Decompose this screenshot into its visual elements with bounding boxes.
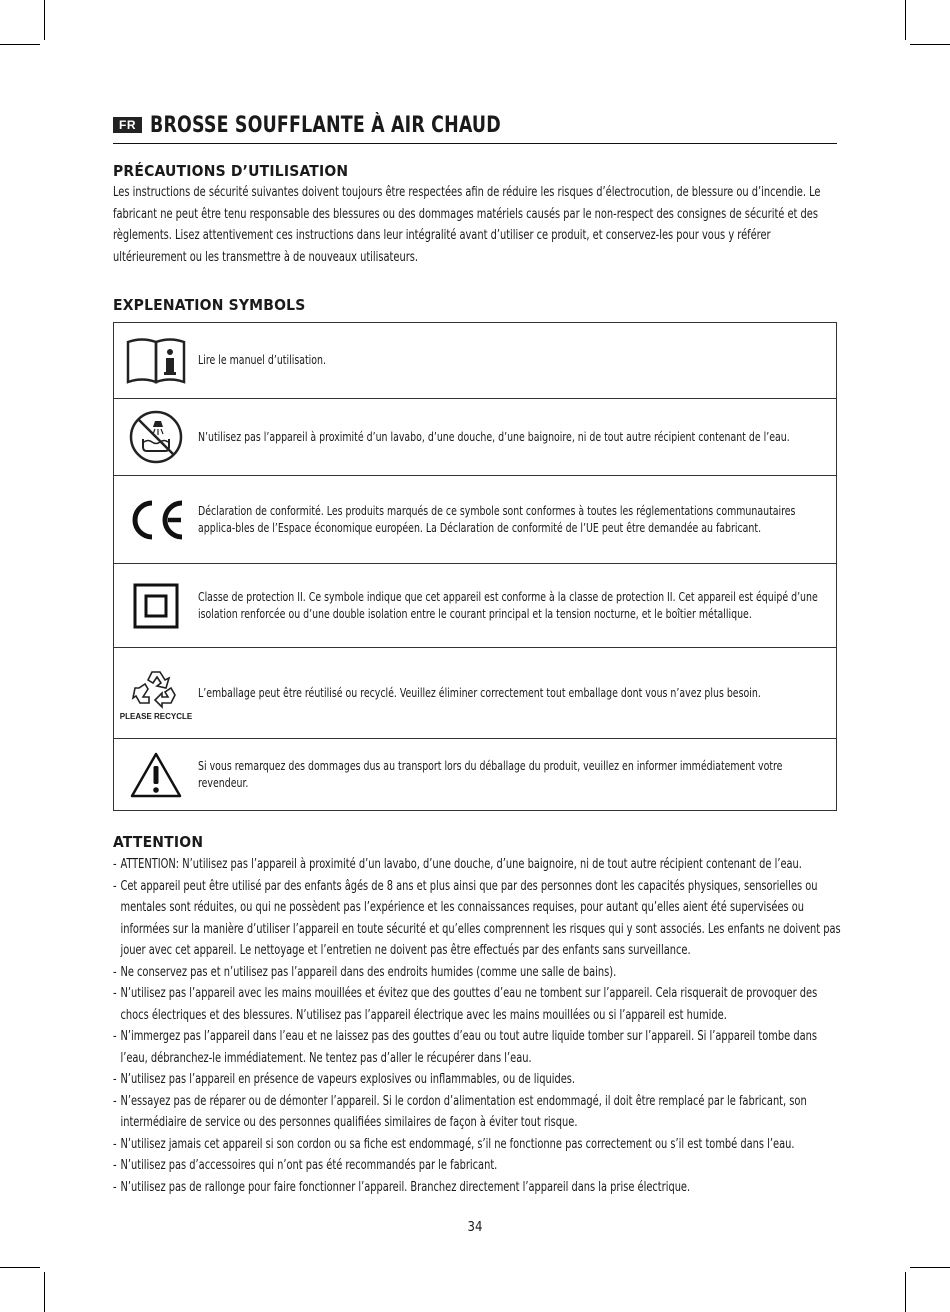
symbol-description: Lire le manuel d’utilisation.: [198, 353, 326, 367]
warning-icon: [129, 751, 183, 799]
symbol-row: [114, 476, 837, 564]
crop-mark: [910, 1267, 950, 1268]
class-ii-icon: [133, 583, 179, 629]
title-row: [113, 110, 837, 144]
language-badge: FR: [113, 117, 142, 133]
list-item: - N’utilisez pas de rallonge pour faire fonctionner l’appareil. Branchez directement l’appareil dans la prise électrique.: [113, 1177, 842, 1199]
symbol-row: [114, 323, 837, 399]
symbol-description: Si vous remarquez des dommages dus au transport lors du déballage du produit, veuillez en informer immédiatement votre revendeur.: [198, 758, 783, 790]
symbol-description: Déclaration de conformité. Les produits marqués de ce symbole sont conformes à toutes les réglementations communautaires applica-bles de l’Espace économique européen. La Déclaration de conformité de l’UE peut être demandée au fabricant.: [198, 503, 796, 535]
crop-mark: [44, 1272, 45, 1312]
list-item: - N’essayez pas de réparer ou de démonter l’appareil. Si le cordon d’alimentation est endommagé, il doit être remplacé par le fabricant, son intermédiaire de service ou des personnes qualifiées similaires de façon à éviter tout risque.: [113, 1091, 842, 1134]
symbols-table: [113, 322, 837, 811]
page-title: BROSSE SOUFFLANTE À AIR CHAUD: [150, 112, 501, 138]
symbol-description: L’emballage peut être réutilisé ou recyclé. Veuillez éliminer correctement tout emballage dont vous n’avez plus besoin.: [198, 685, 761, 700]
symbol-row: [114, 399, 837, 476]
crop-mark: [905, 1272, 906, 1312]
list-item: - N’utilisez pas l’appareil avec les mains mouillées et évitez que des gouttes d’eau ne tombent sur l’appareil. Cela risquerait de provoquer des chocs électriques et des blessures. N’utilisez pas l’appareil électrique avec les mains mouillées ou si l’appareil est humide.: [113, 983, 842, 1026]
page-number: 34: [467, 1220, 483, 1235]
symbol-description: Classe de protection II. Ce symbole indique que cet appareil est conforme à la classe de protection II. Cet appareil est équipé d’une isolation renforcée ou d’une double isolation entre le courant principal et la tension nocturne, et le boîtier métallique.: [198, 589, 818, 621]
list-item: - N’utilisez pas l’appareil en présence de vapeurs explosives ou inflammables, ou de liquides.: [113, 1069, 842, 1091]
symbols-heading: EXPLENATION SYMBOLS: [113, 296, 306, 314]
list-item: - ATTENTION: N’utilisez pas l’appareil à proximité d’un lavabo, d’une douche, d’une baignoire, ni de tout autre récipient contenant de l’eau.: [113, 854, 842, 876]
attention-list: [113, 854, 841, 1198]
list-item: - Ne conservez pas et n’utilisez pas l’appareil dans des endroits humides (comme une salle de bains).: [113, 962, 842, 984]
manual-info-icon: [125, 336, 187, 386]
list-item: - N’utilisez pas d’accessoires qui n’ont pas été recommandés par le fabricant.: [113, 1155, 842, 1177]
attention-heading: ATTENTION: [113, 833, 204, 851]
symbol-description: N’utilisez pas l’appareil à proximité d’un lavabo, d’une douche, d’une baignoire, ni de tout autre récipient contenant de l’eau.: [198, 429, 790, 444]
recycle-icon: [131, 666, 181, 712]
recycle-icon-label: PLEASE RECYCLE: [119, 711, 193, 721]
crop-mark: [0, 1267, 40, 1268]
crop-mark: [910, 44, 950, 45]
crop-mark: [905, 0, 906, 40]
no-water-icon: [128, 409, 184, 465]
list-item: - Cet appareil peut être utilisé par des enfants âgés de 8 ans et plus ainsi que par des personnes dont les capacités physiques, sensorielles ou mentales sont réduites, ou qui ne possèdent pas l’expérience et les connaissances requises, pour autant qu’elles aient été supervisées ou informées sur la manière d’utiliser l’appareil en toute sécurité et qu’elles comprennent les risques qui y sont associés. Les enfants ne doivent pas jouer avec cet appareil. Le nettoyage et l’entretien ne doivent pas être effectués par des enfants sans surveillance.: [113, 876, 842, 962]
crop-mark: [44, 0, 45, 40]
symbol-row: [114, 648, 837, 739]
document-page: [113, 110, 841, 1198]
symbol-row: [114, 739, 837, 811]
precautions-text: Les instructions de sécurité suivantes doivent toujours être respectées afin de réduire les risques d’électrocution, de blessure ou d’incendie. Le fabricant ne peut être tenu responsable des blessures ou des dommages matériels causés par le non-respect des consignes de sécurité et des règlements. Lisez attentivement ces instructions dans leur intégralité avant d’utiliser ce produit, et conservez-les pour vous y référer ultérieurement ou les transmettre à de nouveaux utilisateurs.: [113, 185, 821, 265]
precautions-heading: PRÉCAUTIONS D’UTILISATION: [113, 162, 349, 180]
symbol-row: [114, 564, 837, 648]
list-item: - N’utilisez jamais cet appareil si son cordon ou sa fiche est endommagé, s’il ne fonctionne pas correctement ou s’il est tombé dans l’eau.: [113, 1134, 842, 1156]
crop-mark: [0, 44, 40, 45]
ce-mark-icon: [125, 497, 187, 543]
list-item: - N’immergez pas l’appareil dans l’eau et ne laissez pas des gouttes d’eau ou tout autre liquide tomber sur l’appareil. Si l’appareil tombe dans l’eau, débranchez-le immédiatement. Ne tentez pas d’aller le récupérer dans l’eau.: [113, 1026, 842, 1069]
